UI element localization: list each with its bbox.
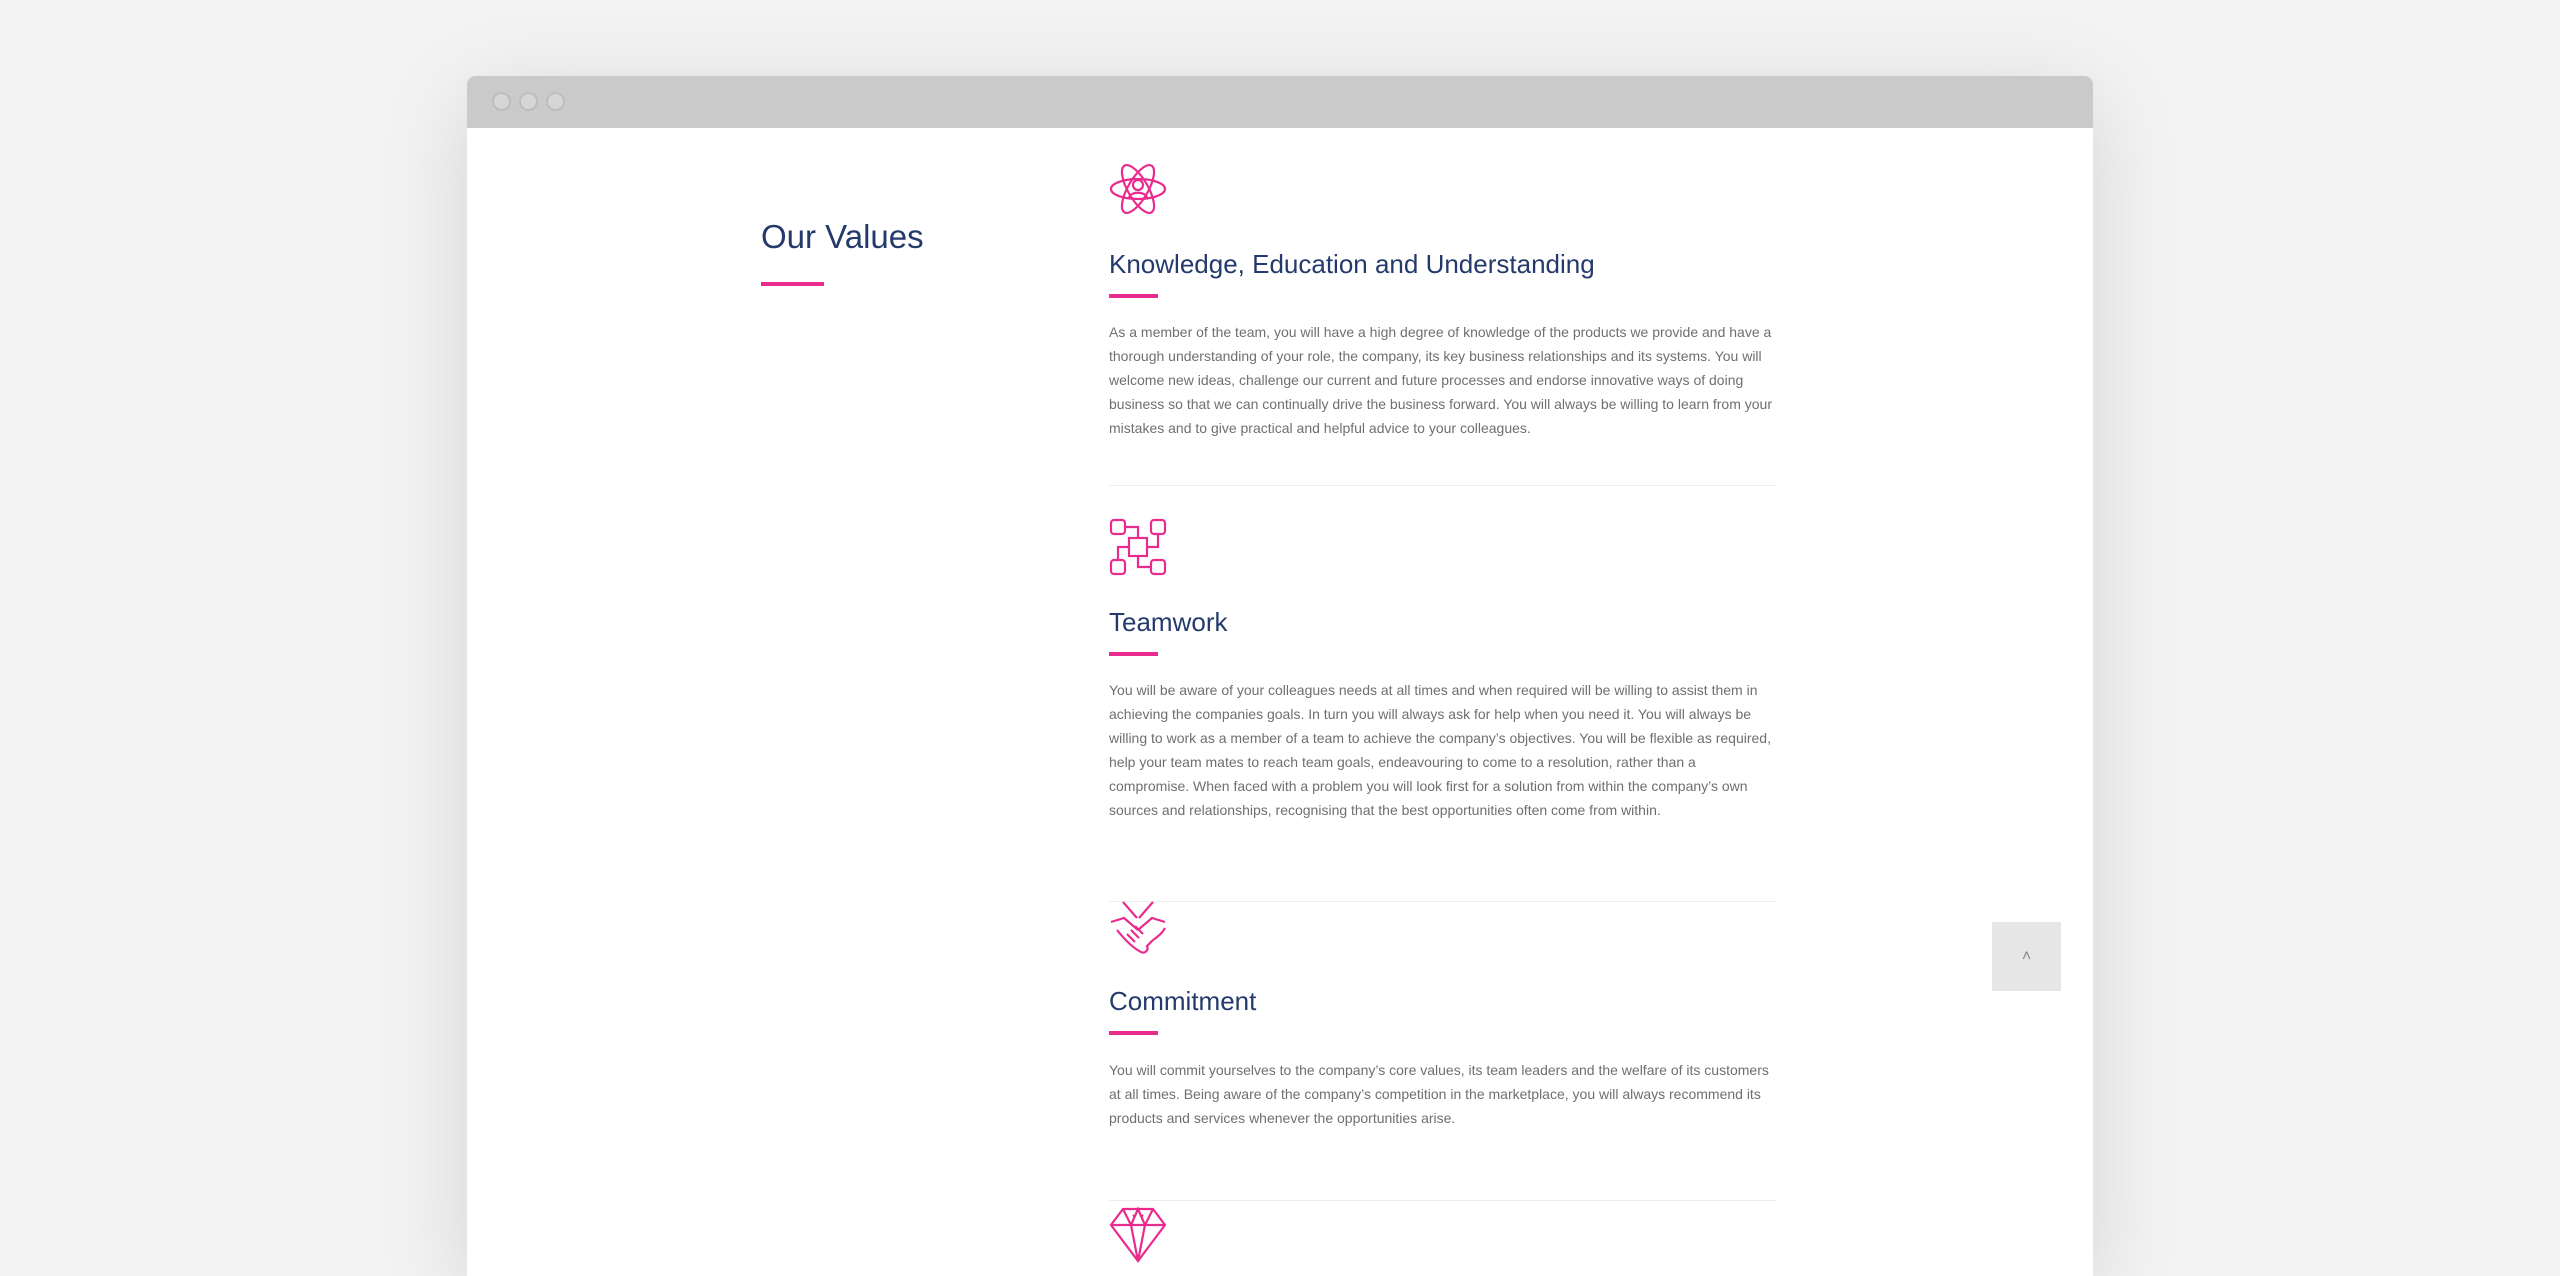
handshake-icon bbox=[1109, 900, 1167, 958]
window-minimize-dot[interactable] bbox=[519, 92, 538, 111]
page-content bbox=[467, 128, 2093, 1276]
browser-window bbox=[467, 76, 2093, 1276]
value-title-underline bbox=[1109, 294, 1158, 298]
section-title-underline bbox=[761, 282, 824, 286]
value-title: Commitment bbox=[1109, 986, 1257, 1016]
value-commitment bbox=[1109, 900, 1777, 1202]
value-diamond bbox=[1109, 1205, 1777, 1275]
section-divider bbox=[1109, 1200, 1777, 1201]
value-description: You will be aware of your colleagues needs at all times and when required will be willing to assist them in achieving the companies goals. In turn you will always ask for help when you need it. You will always be willing to work as a member of a team to achieve the company’s objectives. You will be flexible as required, help your team mates to reach team goals, endeavouring to come to a resolution, rather than a compromise. When faced with a problem you will look first for a solution from within the company’s own sources and relationships, recognising that the best opportunities often come from within. bbox=[1109, 682, 1771, 818]
window-titlebar bbox=[467, 76, 2093, 128]
value-description: As a member of the team, you will have a high degree of knowledge of the products we provide and have a thorough understanding of your role, the company, its key business relationships and its systems. You will welcome new ideas, challenge our current and future processes and endorse innovative ways of doing business so that we can continually drive the business forward. You will always be willing to learn from your mistakes and to give practical and helpful advice to your colleagues. bbox=[1109, 324, 1773, 436]
value-teamwork bbox=[1109, 518, 1777, 902]
teamwork-hands-icon bbox=[1109, 518, 1167, 576]
value-title: Teamwork bbox=[1109, 607, 1228, 637]
window-close-dot[interactable] bbox=[492, 92, 511, 111]
value-description: You will commit yourselves to the company’s core values, its team leaders and the welfare of its customers at all times. Being aware of the company’s competition in the marketplace, you will always recommend its products and services whenever the opportunities arise. bbox=[1109, 1062, 1769, 1126]
value-title-underline bbox=[1109, 652, 1158, 656]
diamond-icon bbox=[1109, 1205, 1167, 1263]
value-title-underline bbox=[1109, 1031, 1158, 1035]
section-title: Our Values bbox=[761, 218, 924, 255]
atom-person-icon bbox=[1109, 160, 1167, 218]
value-knowledge bbox=[1109, 160, 1777, 486]
value-title: Knowledge, Education and Understanding bbox=[1109, 249, 1595, 279]
scroll-to-top-button[interactable]: ˄ bbox=[1992, 922, 2061, 991]
window-maximize-dot[interactable] bbox=[546, 92, 565, 111]
section-divider bbox=[1109, 485, 1777, 486]
